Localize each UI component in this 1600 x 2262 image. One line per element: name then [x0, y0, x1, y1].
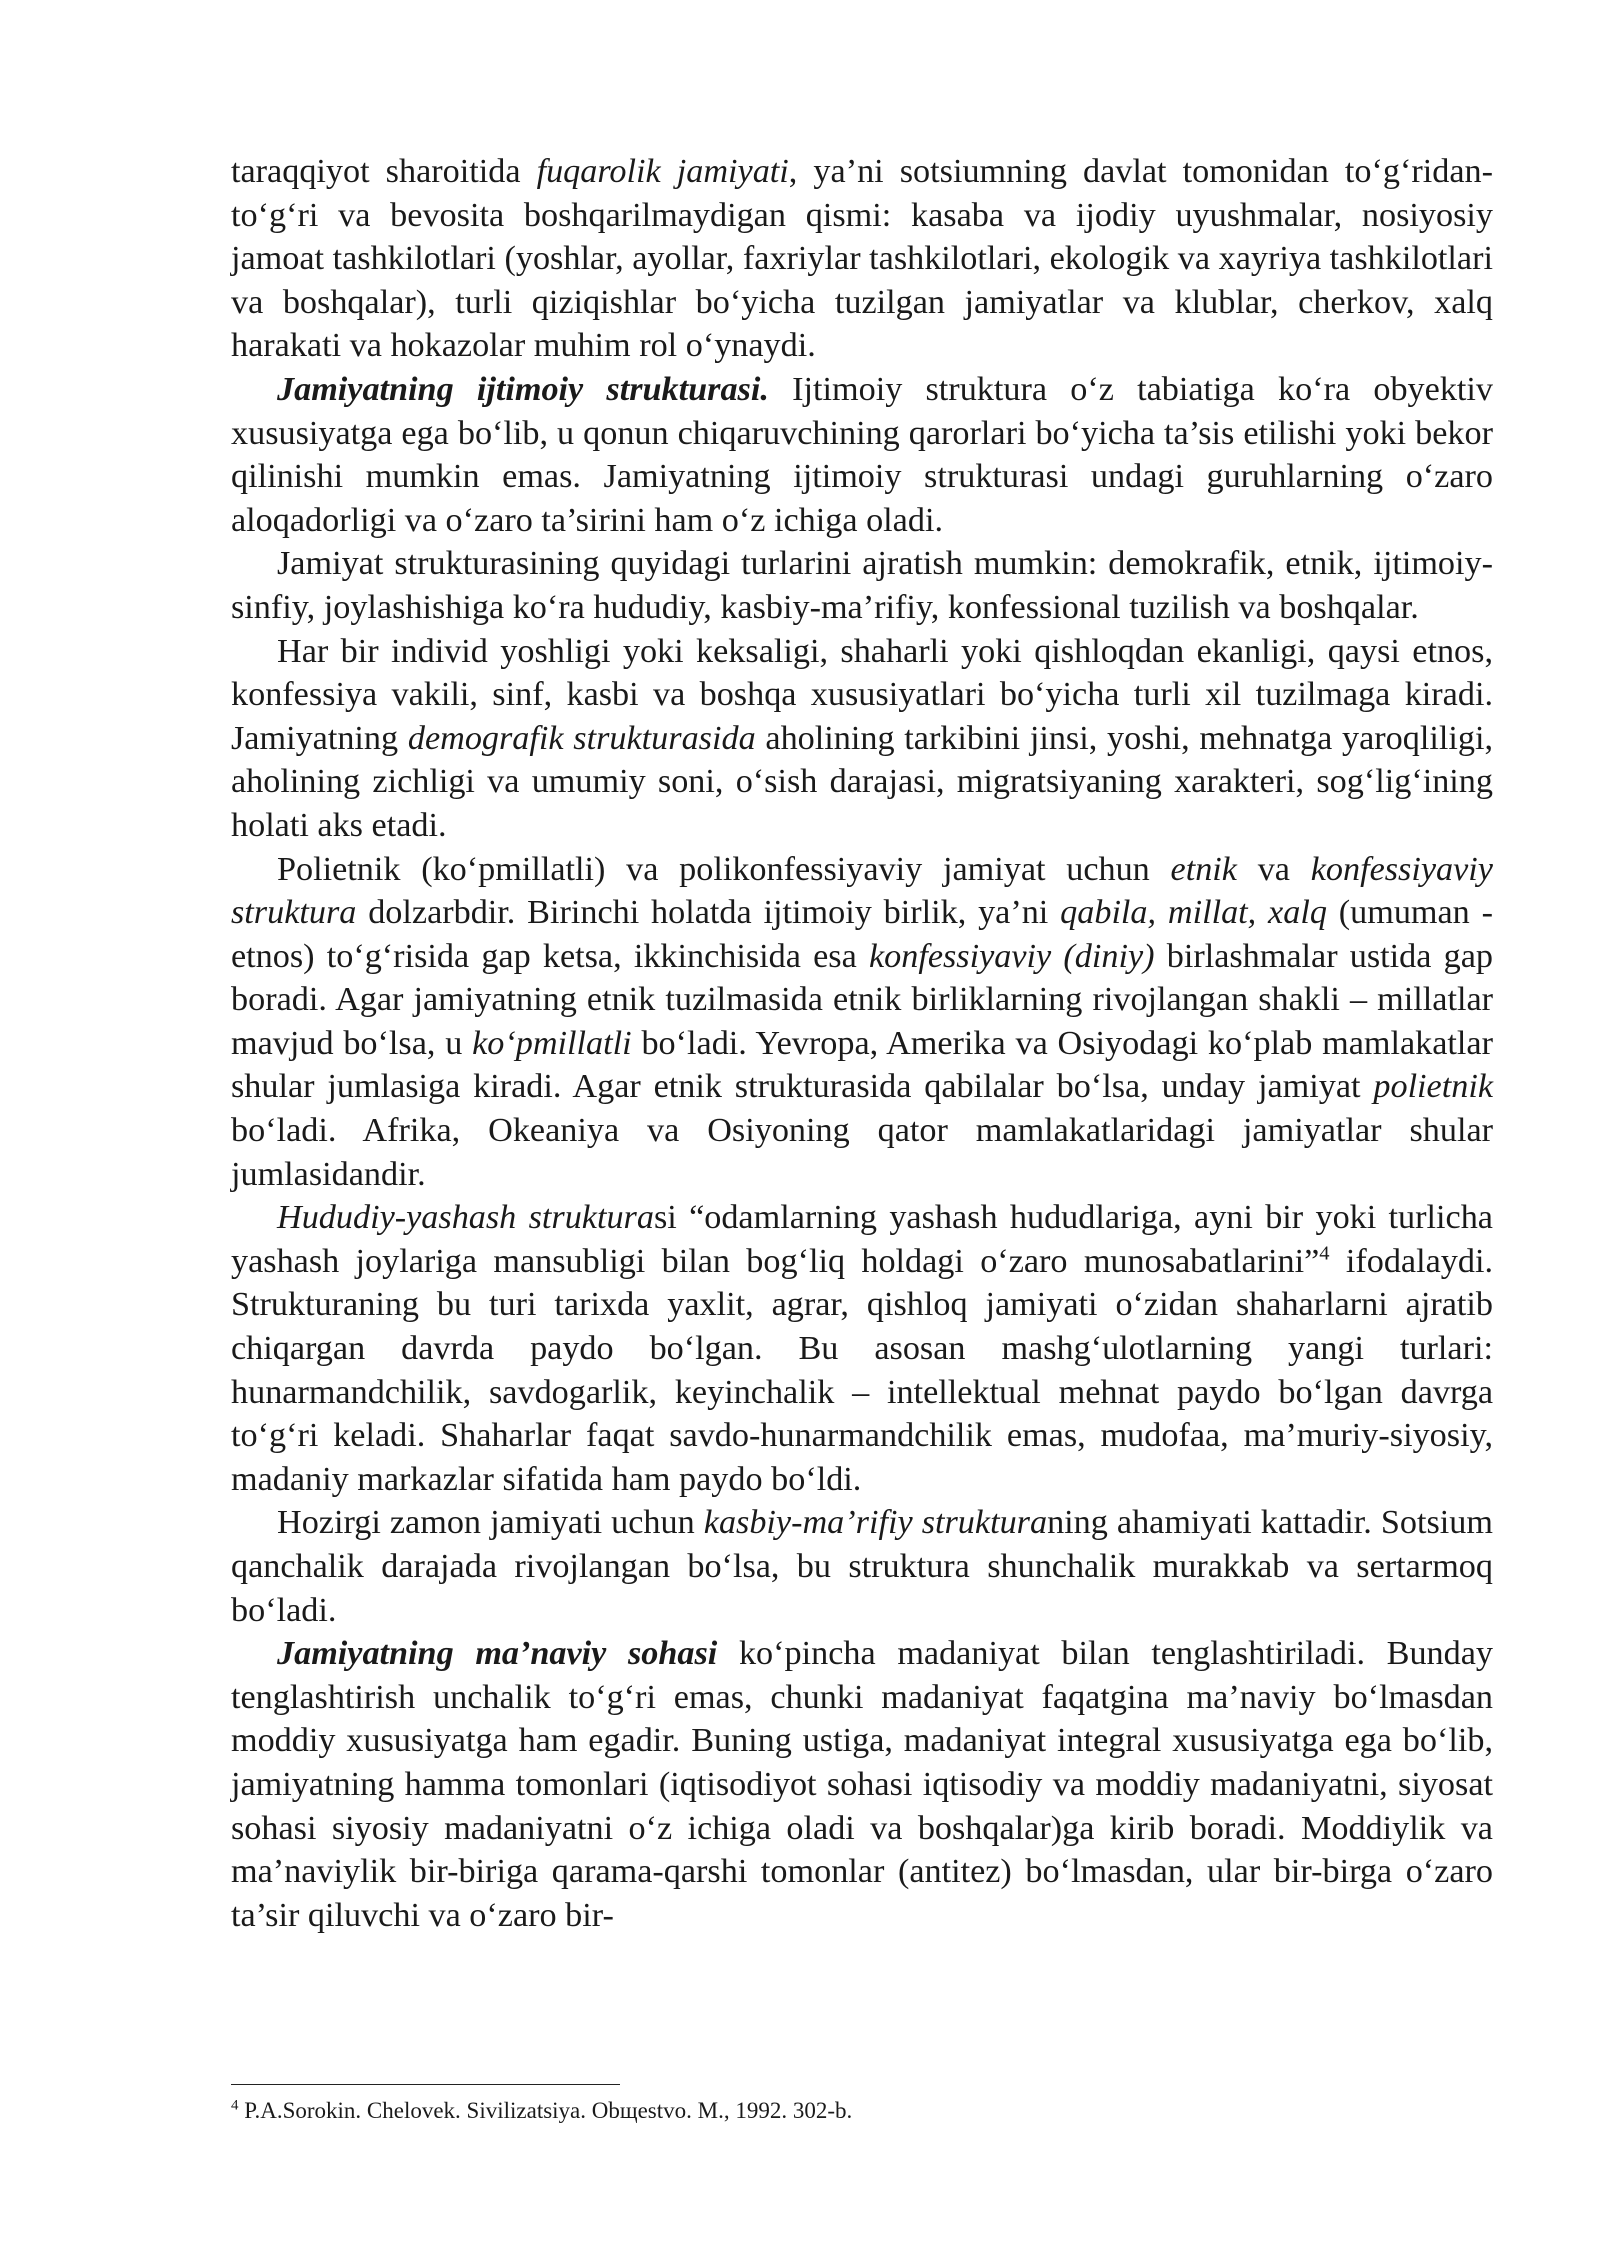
text-run: ifodalaydi. Strukturaning bu turi tarixda yaxlit, agrar, qishloq jamiyati o‘zidan shaharlarni ajratib chiqargan davrda paydo bo‘lgan. Bu asosan mashg‘ulotlarning yangi turlari: hunarmandchilik, savdogarlik, keyinchalik – intellektual mehnat paydo bo‘lgan davrga to‘g‘ri keladi. Shaharlar faqat savdo-hunarmandchilik emas, mudofaa, ma’muriy-siyosiy, madaniy markazlar sifatida ham paydo bo‘ldi.: [231, 1242, 1494, 1498]
paragraph: [231, 542, 1493, 629]
text-run: Har bir individ yoshligi yoki keksaligi, shaharli yoki qishloqdan ekanligi, qaysi etnos, konfessiya vakili, sinf, kasbi va boshqa xususiyatlari bo‘yicha turli xil tuzilmaga kiradi. Jamiyatning: [231, 632, 1493, 757]
text-run: dolzarbdir. Birinchi holatda ijtimoiy birlik, ya’ni: [356, 894, 1061, 932]
italic-term: konfessiyaviy struktura: [231, 850, 1493, 932]
text-run: Polietnik (ko‘pmillatli) va polikonfessiyaviy jamiyat uchun: [277, 850, 1171, 888]
italic-term: konfessiyaviy (diniy): [868, 937, 1155, 975]
text-run: si “odamlarning yashash hududlariga, ayni bir yoki turlicha yashash joylariga mansubligi bilan bog‘liq holdagi o‘zaro munosabatlarini”: [231, 1199, 1493, 1280]
paragraph: [231, 1501, 1493, 1632]
body-text: [231, 150, 1493, 1937]
italic-term: demografik strukturasida: [407, 719, 756, 757]
footnote-marker: 4: [231, 2097, 239, 2114]
footnote-reference: 4: [1319, 1242, 1330, 1265]
paragraph: [231, 368, 1493, 542]
italic-term: fuqarolik jamiyati: [536, 153, 789, 190]
footnote: [231, 2096, 1493, 2126]
text-run: , ya’ni sotsiumning davlat tomonidan to‘g‘ridan-to‘g‘ri va bevosita boshqarilmaydigan qismi: kasaba va ijodiy uyushmalar, nosiyosiy jamoat tashkilotlari (yoshlar, ayollar, faxriylar tashkilotlari, ekologik va xayriya tashkilotlari va boshqalar), turli qiziqishlar bo‘yicha tuzilgan jamiyatlar va klublar, cherkov, xalq harakati va hokazolar muhim rol o‘ynaydi.: [231, 153, 1494, 365]
text-run: taraqqiyot sharoitida: [231, 153, 537, 190]
italic-term: ko‘pmillatli: [472, 1024, 632, 1062]
italic-term: polietnik: [1373, 1068, 1493, 1106]
italic-term: Hududiy-yashash struktura: [277, 1199, 654, 1237]
paragraph: [231, 1196, 1493, 1501]
text-run: ning ahamiyati kattadir. Sotsium qanchalik darajada rivojlangan bo‘lsa, bu struktura shunchalik murakkab va sertarmoq bo‘ladi.: [231, 1504, 1493, 1629]
text-run: (umuman -etnos) to‘g‘risida gap ketsa, ikkinchisida esa: [231, 894, 1493, 975]
text-run: Jamiyat strukturasining quyidagi turlarini ajratish mumkin: demokrafik, etnik, ijtimoiy-sinfiy, joylashishiga ko‘ra hududiy, kasbiy-ma’rifiy, konfessional tuzilish va boshqalar.: [231, 545, 1493, 626]
text-run: Hozirgi zamon jamiyati uchun: [277, 1504, 704, 1542]
section-heading-inline: Jamiyatning ma’naviy sohasi: [277, 1635, 718, 1673]
text-run: ko‘pincha madaniyat bilan tenglashtiriladi. Bunday tenglashtirish unchalik to‘g‘ri emas, chunki madaniyat faqatgina ma’naviy bo‘lmasdan moddiy xususiyatga ham egadir. Buning ustiga, madaniyat integral xususiyatga ega bo‘lib, jamiyatning hamma tomonlari (iqtisodiyot sohasi iqtisodiy va moddiy madaniyatni, siyosat sohasi siyosiy madaniyatni o‘z ichiga oladi va boshqalar)ga kirib boradi. Moddiylik va ma’naviylik bir-biriga qarama-qarshi tomonlar (antitez) bo‘lmasdan, ular bir-birga o‘zaro ta’sir qiluvchi va o‘zaro bir-: [231, 1635, 1493, 1934]
text-run: bo‘ladi. Afrika, Okeaniya va Osiyoning qator mamlakatlaridagi jamiyatlar shular jumlasidandir.: [231, 1112, 1493, 1193]
paragraph: [231, 630, 1493, 848]
text-run: birlashmalar ustida gap boradi. Agar jamiyatning etnik tuzilmasida etnik birliklarning rivojlangan shakli – millatlar mavjud bo‘lsa, u: [231, 937, 1493, 1062]
text-run: Ijtimoiy struktura o‘z tabiatiga ko‘ra obyektiv xususiyatga ega bo‘lib, u qonun chiqaruvchining qarorlari bo‘yicha ta’sis etilishi yoki bekor qilinishi mumkin emas. Jamiyatning ijtimoiy strukturasi undagi guruhlarning o‘zaro aloqadorligi va o‘zaro ta’sirini ham o‘z ichiga oladi.: [231, 370, 1493, 539]
text-run: aholining tarkibini jinsi, yoshi, mehnatga yaroqliligi, aholining zichligi va umumiy soni, o‘sish darajasi, migratsiyaning xarakteri, sog‘lig‘ining holati aks etadi.: [231, 719, 1493, 844]
paragraph: [231, 150, 1493, 368]
footnote-text: P.A.Sorokin. Chelovek. Sivilizatsiya. Obщestvo. M., 1992. 302-b.: [238, 2098, 853, 2123]
footnote-separator: [231, 2084, 620, 2085]
section-heading-inline: Jamiyatning ijtimoiy strukturasi.: [277, 370, 769, 408]
italic-term: kasbiy-ma’rifiy struktura: [703, 1504, 1048, 1542]
italic-term: etnik: [1170, 850, 1237, 888]
text-run: bo‘ladi. Yevropa, Amerika va Osiyodagi ko‘plab mamlakatlar shular jumlasiga kiradi. Agar etnik strukturasida qabilalar bo‘lsa, unday jamiyat: [231, 1024, 1493, 1106]
paragraph: [231, 848, 1493, 1197]
paragraph: [231, 1632, 1493, 1937]
text-run: va: [1236, 850, 1311, 888]
italic-term: qabila, millat, xalq: [1060, 894, 1327, 932]
